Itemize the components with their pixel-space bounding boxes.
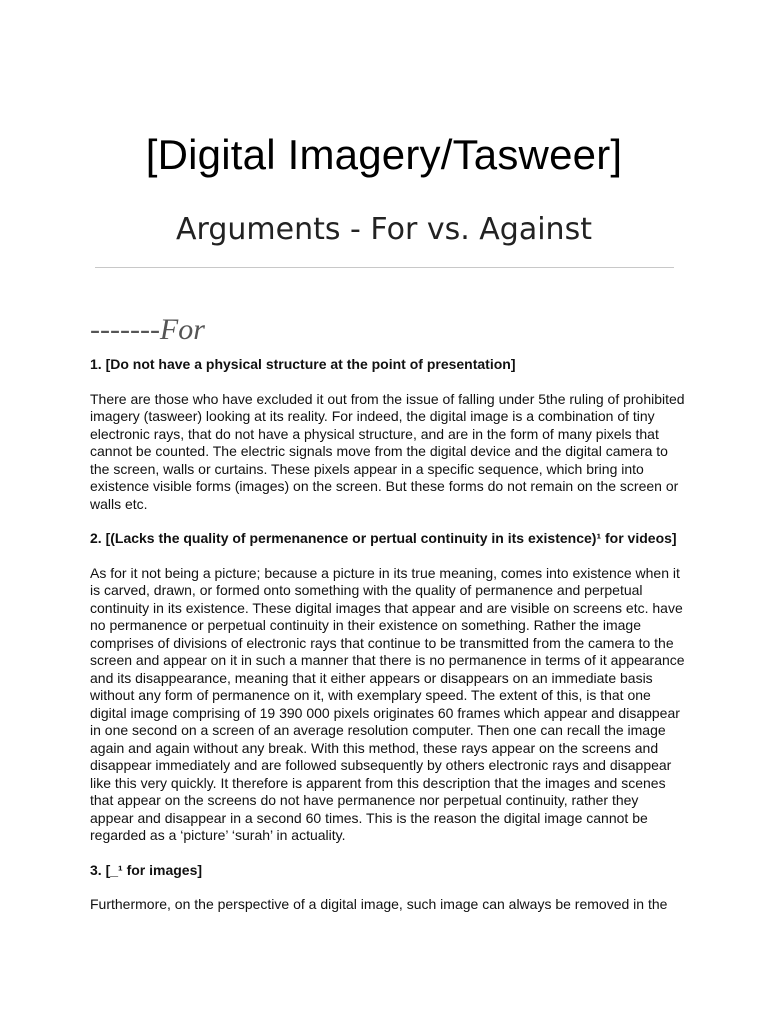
point-3-heading: 3. [_¹ for images] <box>90 861 203 878</box>
document-title: [Digital Imagery/Tasweer] <box>145 131 623 178</box>
section-heading-for: -------For <box>90 313 205 346</box>
point-1-heading: 1. [Do not have a physical structure at the point of presentation] <box>90 356 516 372</box>
document-body <box>90 356 685 931</box>
point-2-heading: 2. [(Lacks the quality of permenanence or pertual continuity in its existence)¹ for videos] <box>90 530 677 546</box>
point-2-paragraph: As for it not being a picture; because a picture in its true meaning, comes into existence when it is carved, drawn, or formed onto something with the quality of permanence and perpetual continuity in its existence. These digital images that appear and are visible on screens etc. have no permanence or perpetual continuity in their existence on something. Rather the image comprises of divisions of electronic rays that continue to be transmitted from the camera to the screen and appear on it in such a manner that there is no permanence in terms of it appearance and its disappearance, meaning that it either appears or disappears on an immediate basis without any form of permanence on it, with exemplary speed. The extent of this, is that one digital image comprising of 19 390 000 pixels originates 60 frames which appear and disappear in one second on a screen of an average resolution computer. Then one can recall the image again and again without any break. With this method, these rays appear on the screens and disappear immediately and are followed subsequently by others electronic rays and disappear like this very quickly. It therefore is apparent from this description that the images and scenes that appear on the screens do not have permanence nor perpetual continuity, rather they appear and disappear in a second 60 times. This is the reason the digital image cannot be regarded as a ‘picture’ ‘surah’ in actuality. <box>90 564 685 843</box>
document-subtitle: Arguments - For vs. Against <box>176 212 592 247</box>
horizontal-divider <box>95 267 674 268</box>
point-1-paragraph: There are those who have excluded it out from the issue of falling under 5the ruling of prohibited imagery (tasweer) looking at its reality. For indeed, the digital image is a combination of tiny electronic rays, that do not have a physical structure, and are in the form of many pixels that cannot be counted. The electric signals move from the digital device and the digital camera to the screen, walls or curtains. These pixels appear in a specific sequence, which bring into existence visible forms (images) on the screen. But these forms do not remain on the screen or walls etc. <box>90 390 685 512</box>
point-3-paragraph: Furthermore, on the perspective of a digital image, such image can always be removed in the <box>90 896 668 912</box>
